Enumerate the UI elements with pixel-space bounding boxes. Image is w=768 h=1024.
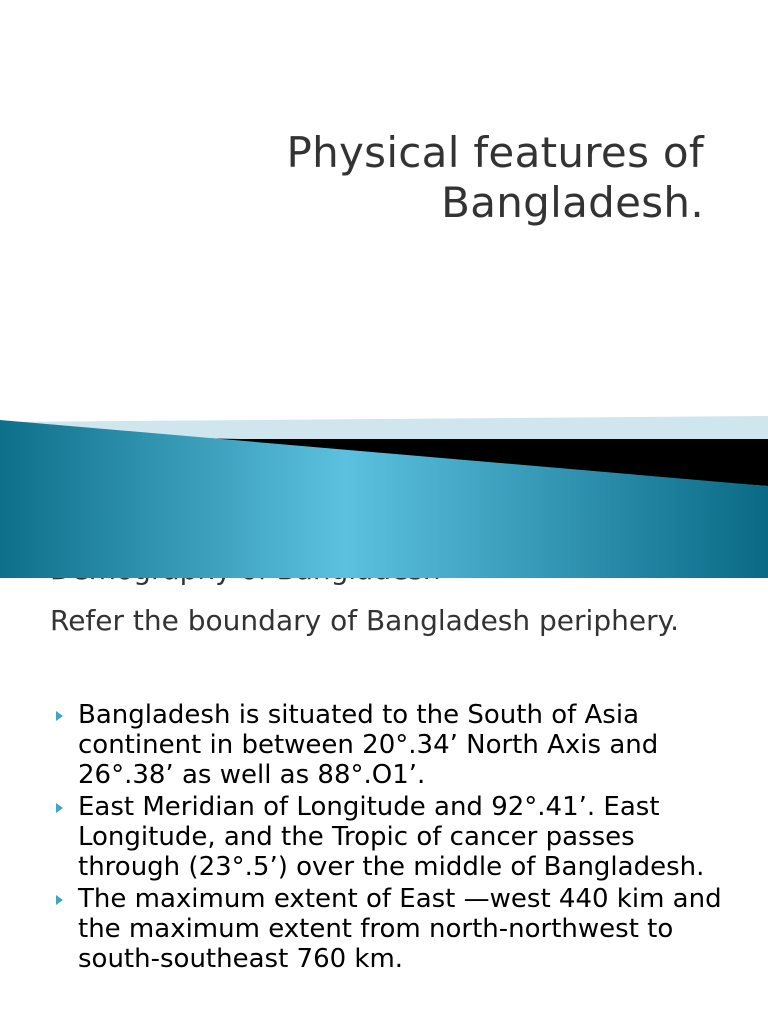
- list-item: [54, 792, 744, 882]
- bullet-text: East Meridian of Longitude and 92°.41’. East Longitude, and the Tropic of cancer passes through (23°.5’) over the middle of Bangladesh.: [78, 792, 705, 882]
- bullet-text: The maximum extent of East —west 440 kim and the maximum extent from north-northwest to south-southeast 760 km.: [78, 884, 722, 974]
- bullet-arrow-icon: [56, 711, 63, 721]
- decorative-banner: [0, 412, 768, 578]
- slide-title: [64, 128, 704, 228]
- title-line-1: Physical features of: [286, 128, 704, 177]
- title-line-2: Bangladesh.: [441, 178, 704, 227]
- list-item: [54, 884, 744, 974]
- list-item: [54, 700, 744, 790]
- bullet-arrow-icon: [56, 803, 63, 813]
- bullet-text: Bangladesh is situated to the South of Asia continent in between 20°.34’ North Axis and 26°.38’ as well as 88°.O1’.: [78, 700, 659, 790]
- bullet-list: [54, 700, 744, 976]
- subheading: Refer the boundary of Bangladesh periphery.: [50, 604, 680, 637]
- bullet-arrow-icon: [56, 895, 63, 905]
